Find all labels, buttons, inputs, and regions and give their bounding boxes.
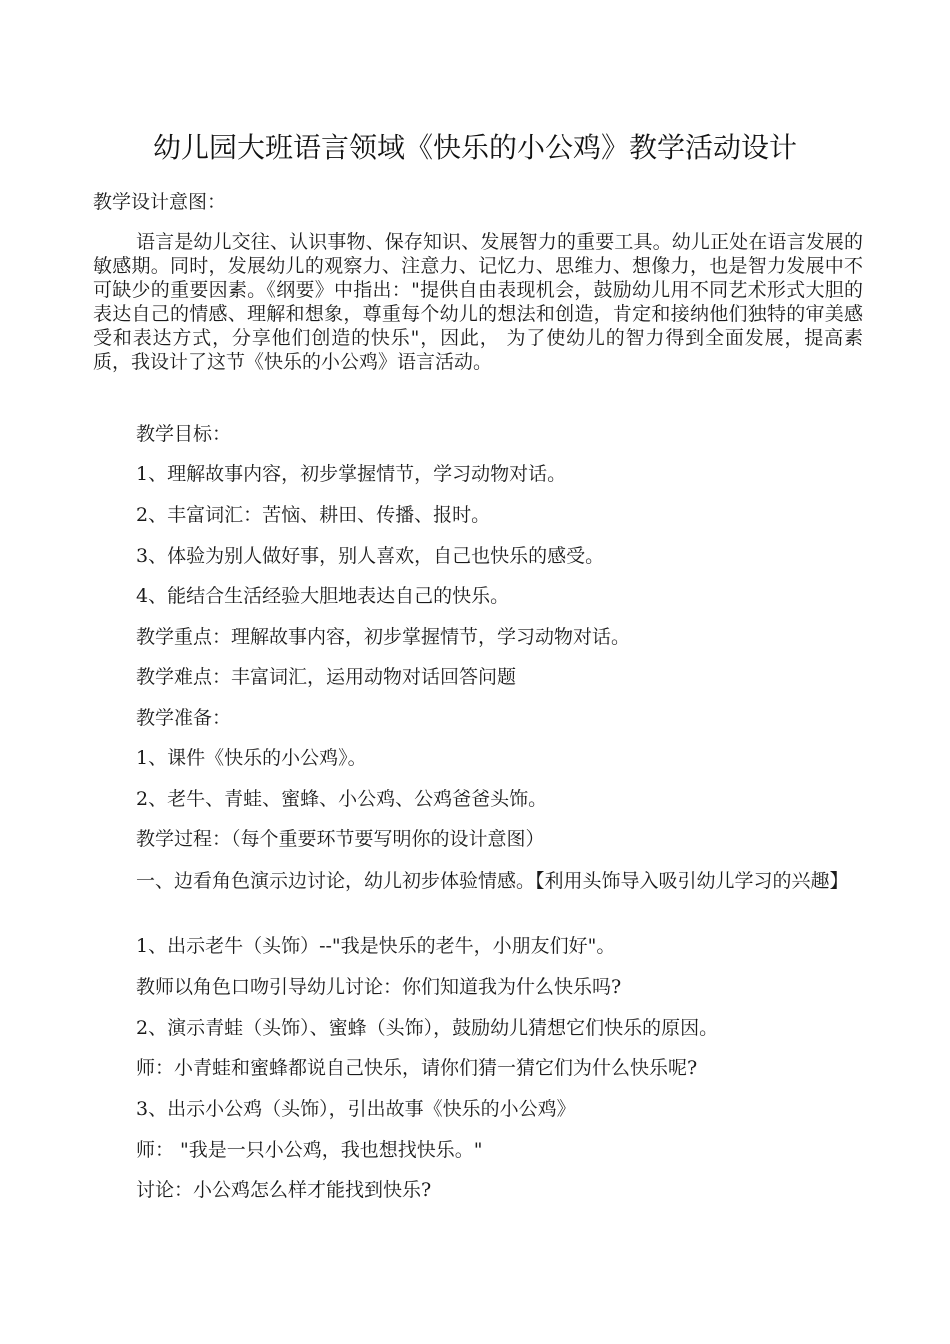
step-note: 教师以角色口吻引导幼儿讨论：你们知道我为什么快乐吗? bbox=[136, 976, 622, 998]
goal-item: 4、能结合生活经验大胆地表达自己的快乐。 bbox=[136, 585, 510, 607]
discussion: 讨论：小公鸡怎么样才能找到快乐? bbox=[136, 1179, 432, 1201]
design-intent-paragraph: 语言是幼儿交往、认识事物、保存知识、发展智力的重要工具。幼儿正处在语言发展的敏感期。同时，发展幼儿的观察力、注意力、记忆力、思维力、想像力，也是智力发展中不可缺少的重要因素。《纲要》中指出："提供自由表现机会，鼓励幼儿用不同艺术形式大胆的表达自己的情感、理解和想象，尊重每个幼儿的想法和创造，肯定和接纳他们独特的审美感受和表达方式，分享他们创造的快乐"，因此， 为了使幼儿的智力得到全面发展，提高素质，我设计了这节《快乐的小公鸡》语言活动。 bbox=[93, 231, 863, 373]
difficulty: 教学难点：丰富词汇，运用动物对话回答问题 bbox=[136, 666, 517, 688]
step-note: 师：小青蛙和蜜蜂都说自己快乐，请你们猜一猜它们为什么快乐呢? bbox=[136, 1057, 698, 1079]
step-note: 师： "我是一只小公鸡，我也想找快乐。" bbox=[136, 1139, 483, 1161]
page-title: 幼儿园大班语言领域《快乐的小公鸡》教学活动设计 bbox=[152, 131, 797, 164]
step-1-paragraph: 一、边看角色演示边讨论，幼儿初步体验情感。【利用头饰导入吸引幼儿学习的兴趣】 bbox=[136, 870, 849, 892]
step-item: 3、出示小公鸡（头饰），引出故事《快乐的小公鸡》 bbox=[136, 1098, 576, 1120]
goals-heading: 教学目标： bbox=[136, 423, 232, 445]
process-heading: 教学过程：（每个重要环节要写明你的设计意图） bbox=[136, 828, 545, 850]
prep-item: 1、课件《快乐的小公鸡》。 bbox=[136, 747, 367, 769]
prep-item: 2、老牛、青蛙、蜜蜂、小公鸡、公鸡爸爸头饰。 bbox=[136, 788, 548, 810]
design-intent-heading: 教学设计意图： bbox=[93, 191, 227, 213]
step-item: 2、演示青蛙（头饰）、蜜蜂（头饰），鼓励幼儿猜想它们快乐的原因。 bbox=[136, 1017, 719, 1039]
goal-item: 2、丰富词汇：苦恼、耕田、传播、报时。 bbox=[136, 504, 491, 526]
step-item: 1、出示老牛（头饰）--"我是快乐的老牛，小朋友们好"。 bbox=[136, 935, 616, 957]
key-point: 教学重点：理解故事内容，初步掌握情节，学习动物对话。 bbox=[136, 626, 631, 648]
prep-heading: 教学准备： bbox=[136, 707, 232, 729]
goal-item: 1、理解故事内容，初步掌握情节，学习动物对话。 bbox=[136, 463, 567, 485]
goal-item: 3、体验为别人做好事，别人喜欢，自己也快乐的感受。 bbox=[136, 545, 605, 567]
